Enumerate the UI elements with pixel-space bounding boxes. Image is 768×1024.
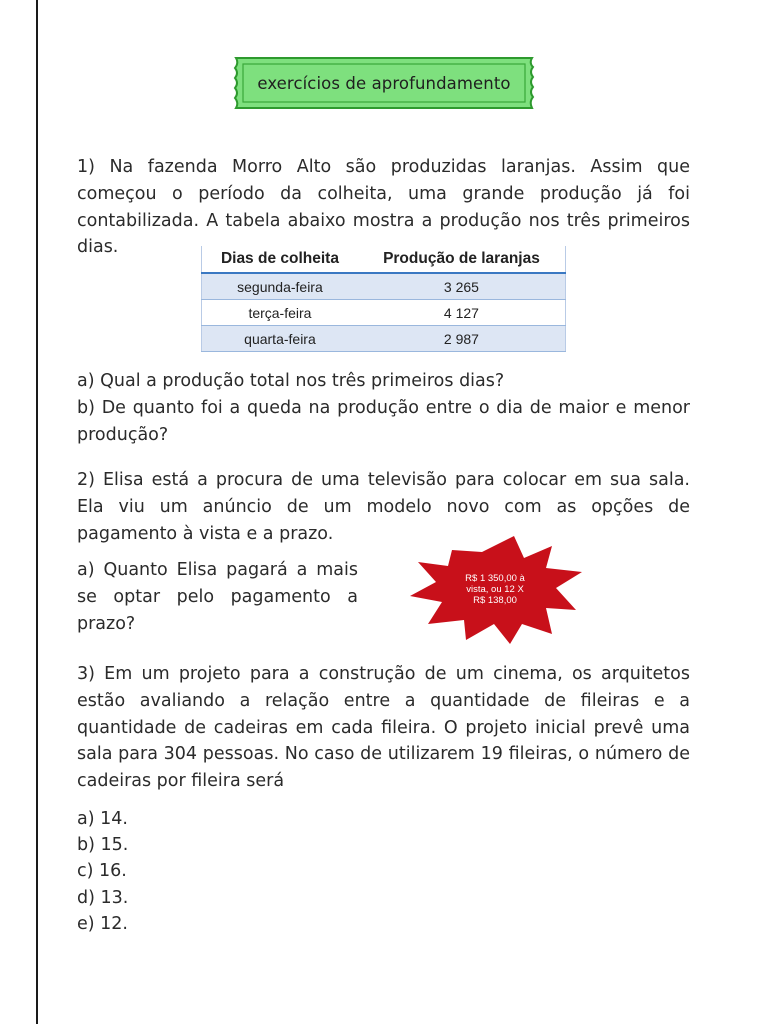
question-3-text: 3) Em um projeto para a construção de um cinema, os arquitetos estão avaliando a relação entre a quantidade de fileiras e a quantidade de cadeiras em cada fileira. O projeto inicial prevê uma sala para 304 pessoas. No caso de utilizarem 19 fileiras, o número de cadeiras por fileira será	[77, 664, 690, 792]
price-badge-text: R$ 1 350,00 à vista, ou 12 X R$ 138,00	[465, 572, 525, 606]
question-2-text: 2) Elisa está a procura de uma televisão para colocar em sua sala. Ela viu um anúncio de um modelo novo com as opções de pagamento à vista e a prazo.	[77, 470, 690, 544]
table-row	[202, 273, 566, 300]
option-c: c) 16.	[77, 861, 127, 881]
page-title: exercícios de aprofundamento	[257, 73, 511, 93]
option-e: e) 12.	[77, 914, 128, 934]
question-2a: a) Quanto Elisa pagará a mais se optar pelo pagamento a prazo?	[77, 560, 358, 634]
price-badge	[406, 532, 584, 646]
title-banner	[232, 55, 536, 111]
table-cell: 3 265	[358, 273, 566, 300]
option-a: a) 14.	[77, 809, 128, 829]
table-cell: quarta-feira	[202, 326, 358, 352]
table-row	[202, 300, 566, 326]
table-header-row	[202, 246, 566, 273]
column-header-days: Dias de colheita	[202, 246, 358, 273]
question-1b: b) De quanto foi a queda na produção entre o dia de maior e menor produção?	[77, 398, 690, 445]
harvest-table	[201, 246, 566, 352]
table-row	[202, 326, 566, 352]
table-cell: 4 127	[358, 300, 566, 326]
column-header-production: Produção de laranjas	[358, 246, 566, 273]
option-d: d) 13.	[77, 888, 129, 908]
table-cell: segunda-feira	[202, 273, 358, 300]
option-b: b) 15.	[77, 835, 129, 855]
page-margin-line	[36, 0, 38, 1024]
question-1a: a) Qual a produção total nos três primeiros dias?	[77, 371, 505, 391]
table-cell: 2 987	[358, 326, 566, 352]
question-1-text: 1) Na fazenda Morro Alto são produzidas laranjas. Assim que começou o período da colheita, uma grande produção já foi contabilizada. A tabela abaixo mostra a produção nos três primeiros dias.	[77, 157, 690, 258]
table-cell: terça-feira	[202, 300, 358, 326]
